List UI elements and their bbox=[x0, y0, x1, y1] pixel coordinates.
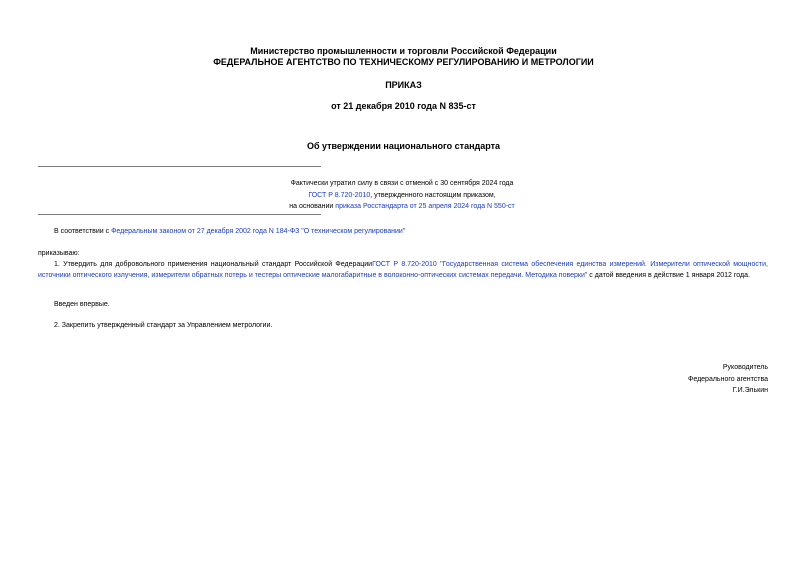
status-note bbox=[207, 178, 597, 213]
date-number-heading: от 21 декабря 2010 года N 835-ст bbox=[331, 101, 476, 111]
item-1-paragraph bbox=[38, 259, 768, 282]
standard-link[interactable]: ГОСТ Р 8.720-2010 "Государственная система обеспечения единства измерений. Измерители оптической мощности, источники оптического излучения, измерители обратных потерь и тестеры оптические малогабаритные в волоконно-оптических системах передачи. Методика поверки" bbox=[38, 260, 768, 279]
ministry-heading: Министерство промышленности и торговли Российской Федерации bbox=[250, 46, 557, 56]
rosstandart-order-link[interactable]: приказа Росстандарта от 25 апреля 2024 года N 550-ст bbox=[335, 203, 515, 210]
subject-heading: Об утверждении национального стандарта bbox=[306, 141, 501, 151]
signature-agency: Федерального агентства bbox=[688, 375, 768, 383]
order-word: приказываю: bbox=[38, 250, 80, 257]
item-1-prefix: 1. Утвердить для добровольного применения национальный стандарт Российской Федерации bbox=[54, 260, 373, 268]
signature-name: Г.И.Элькин bbox=[732, 387, 768, 394]
status-note-line3 bbox=[207, 201, 597, 213]
status-note-line2 bbox=[207, 190, 597, 202]
agency-heading: ФЕДЕРАЛЬНОЕ АГЕНТСТВО ПО ТЕХНИЧЕСКОМУ РЕГУЛИРОВАНИЮ И МЕТРОЛОГИИ bbox=[213, 57, 594, 67]
divider-top bbox=[38, 166, 321, 167]
preamble-prefix: В соответствии с bbox=[54, 228, 112, 235]
divider-bottom bbox=[38, 214, 321, 215]
gost-link[interactable]: ГОСТ Р 8.720-2010 bbox=[308, 191, 371, 199]
doc-type-heading: ПРИКАЗ bbox=[385, 80, 422, 90]
signature-role: Руководитель bbox=[722, 364, 768, 371]
item-2-paragraph: 2. Закрепить утвержденный стандарт за Управлением метрологии. bbox=[54, 322, 273, 329]
preamble-line bbox=[54, 226, 774, 238]
status-note-line1: Фактически утратил силу в связи с отменой с 30 сентября 2024 года bbox=[290, 180, 514, 187]
federal-law-link[interactable]: Федеральным законом от 27 декабря 2002 года N 184-ФЗ "О техническом регулировании" bbox=[111, 228, 406, 235]
item-1-suffix: с датой введения в действие 1 января 2012 года. bbox=[587, 272, 750, 279]
status-note-line2-rest: , утвержденного настоящим приказом, bbox=[370, 191, 496, 199]
introduced-note: Введен впервые. bbox=[54, 301, 110, 308]
signature-block bbox=[570, 362, 768, 397]
status-note-line3-prefix: на основании bbox=[289, 203, 336, 210]
